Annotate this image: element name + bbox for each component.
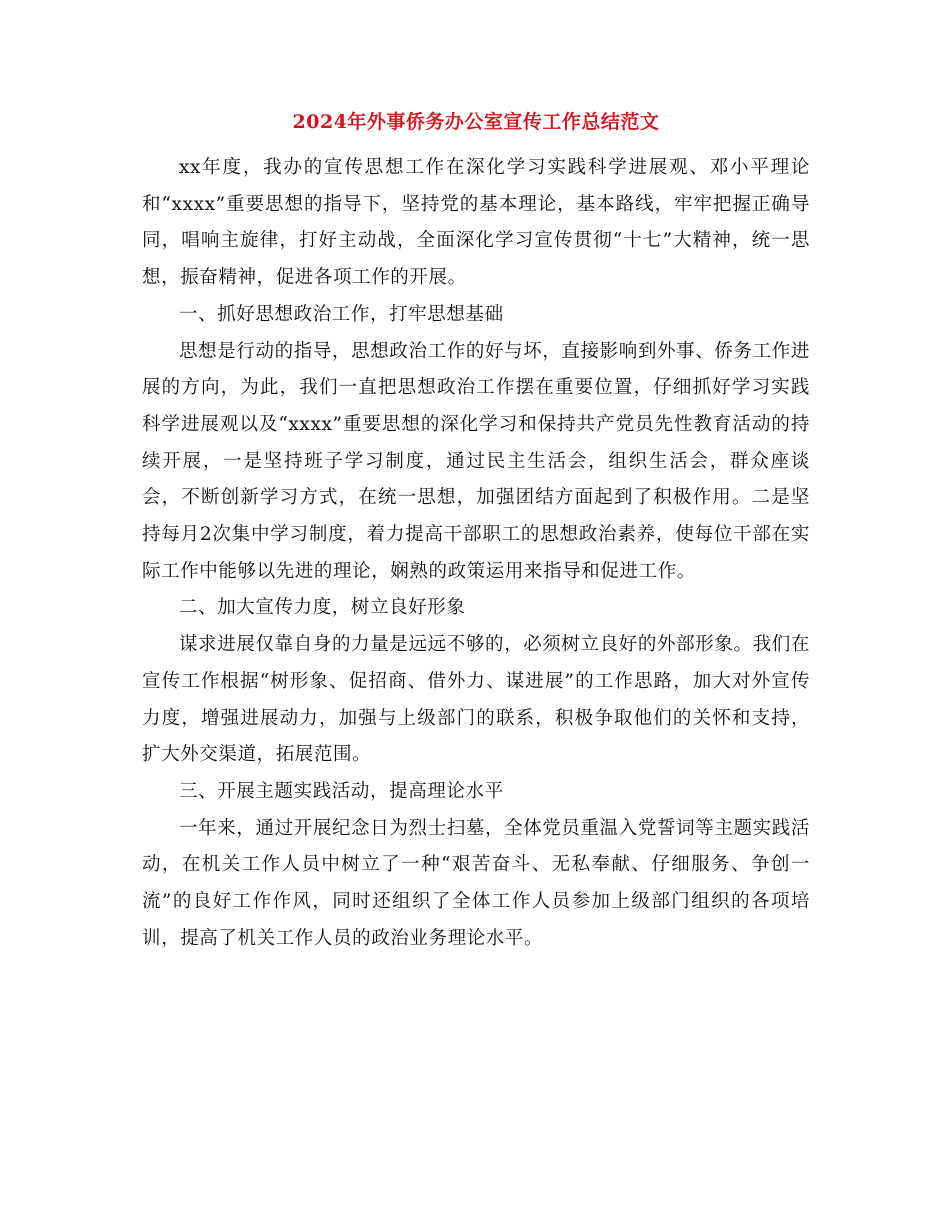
- paragraph-section-3: 一年来，通过开展纪念日为烈士扫墓，全体党员重温入党誓词等主题实践活动，在机关工作人员中树立了一种“艰苦奋斗、无私奉献、仔细服务、争创一流”的良好工作作风，同时还组织了全体工作人员参加上级部门组织的各项培训，提高了机关工作人员的政治业务理论水平。: [142, 817, 810, 949]
- section-heading-3: 三、开展主题实践活动，提高理论水平: [179, 780, 504, 802]
- section-heading-2: 二、加大宣传力度，树立良好形象: [179, 597, 466, 619]
- paragraph-intro: xx年度，我办的宣传思想工作在深化学习实践科学进展观、邓小平理论和“xxxx”重要思想的指导下，坚持党的基本理论，基本路线，牢牢把握正确导同，唱响主旋律，打好主动战，全面深化学习宣传贯彻“十七”大精神，统一思想，振奋精神，促进各项工作的开展。: [142, 157, 810, 289]
- document-body: [142, 108, 810, 957]
- paragraph-section-1: 思想是行动的指导，思想政治工作的好与坏，直接影响到外事、侨务工作进展的方向，为此，我们一直把思想政治工作摆在重要位置，仔细抓好学习实践科学进展观以及“xxxx”重要思想的深化学习和保持共产党员先性教育活动的持续开展，一是坚持班子学习制度，通过民主生活会，组织生活会，群众座谈会，不断创新学习方式，在统一思想，加强团结方面起到了积极作用。二是坚持每月2次集中学习制度，着力提高干部职工的思想政治素养，使每位干部在实际工作中能够以先进的理论，娴熟的政策运用来指导和促进工作。: [142, 340, 810, 582]
- section-heading-1: 一、抓好思想政治工作，打牢思想基础: [179, 303, 504, 325]
- document-title: 2024年外事侨务办公室宣传工作总结范文: [292, 111, 660, 133]
- paragraph-section-2: 谋求进展仅靠自身的力量是远远不够的，必须树立良好的外部形象。我们在宣传工作根据“树形象、促招商、借外力、谋进展”的工作思路，加大对外宣传力度，增强进展动力，加强与上级部门的联系，积极争取他们的关怀和支持，扩大外交渠道，拓展范围。: [142, 634, 810, 766]
